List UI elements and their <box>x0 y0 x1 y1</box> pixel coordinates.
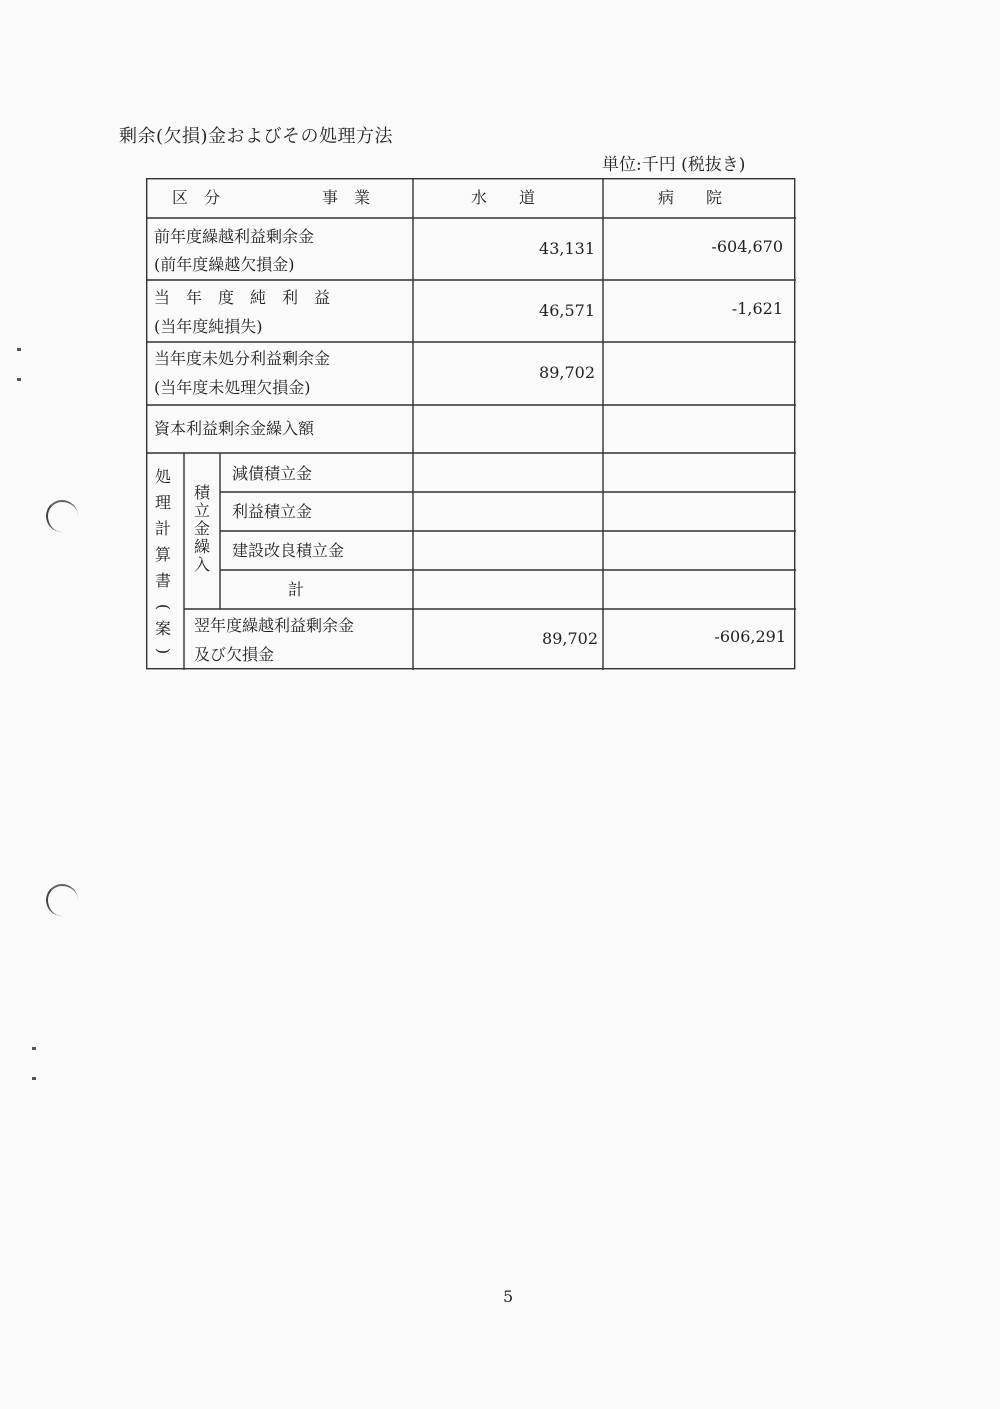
header-hospital: 病 院 <box>658 188 723 207</box>
plan-inner-char: 入 <box>193 555 210 574</box>
page-title: 剰余(欠損)金およびその処理方法 <box>119 126 394 147</box>
plan-outer-char: 処 <box>154 467 171 486</box>
water-value: 46,571 <box>539 301 595 320</box>
carryover-label: 翌年度繰越利益剰余金 <box>194 616 355 635</box>
plan-outer-char: 計 <box>154 519 171 538</box>
plan-item-label: 減債積立金 <box>232 464 313 483</box>
header-category: 区 分 <box>172 188 221 207</box>
row-label: 当 年 度 純 利 益 <box>154 288 331 307</box>
plan-inner-char: 金 <box>193 519 210 538</box>
row-label: 資本利益剰余金繰入額 <box>154 419 315 438</box>
water-value: 43,131 <box>539 239 595 258</box>
carryover-label-sub: 及び欠損金 <box>194 645 275 664</box>
header-water: 水 道 <box>471 188 536 207</box>
scan-speck <box>17 348 21 351</box>
plan-item-label: 利益積立金 <box>232 502 313 521</box>
plan-outer-char: 案 <box>154 619 171 638</box>
plan-item-label: 建設改良積立金 <box>232 541 345 560</box>
scan-speck <box>32 1077 36 1080</box>
hospital-value: -1,621 <box>731 299 783 318</box>
header-business: 事 業 <box>322 188 371 207</box>
scan-speck <box>17 378 21 381</box>
plan-inner-char: 積 <box>193 483 210 502</box>
plan-outer-char: ( <box>154 603 173 611</box>
punch-hole <box>46 884 78 916</box>
plan-inner-char: 繰 <box>193 537 210 556</box>
water-value: 89,702 <box>539 363 595 382</box>
plan-outer-char: ) <box>154 647 173 655</box>
hospital-value: -604,670 <box>711 237 783 256</box>
surplus-table <box>146 178 796 670</box>
row-label: 前年度繰越利益剰余金 <box>154 227 315 246</box>
plan-item-label: 計 <box>288 580 305 599</box>
plan-outer-char: 理 <box>154 493 171 512</box>
row-label-sub: (当年度未処理欠損金) <box>154 378 311 397</box>
plan-outer-char: 書 <box>154 571 171 590</box>
scan-speck <box>32 1047 36 1050</box>
unit-note: 単位:千円 (税抜き) <box>602 155 746 175</box>
row-label-sub: (当年度純損失) <box>154 317 263 336</box>
punch-hole <box>46 500 78 532</box>
plan-inner-char: 立 <box>193 501 210 520</box>
row-label-sub: (前年度繰越欠損金) <box>154 255 295 274</box>
row-label: 当年度未処分利益剰余金 <box>154 349 331 368</box>
hospital-value: -606,291 <box>714 627 786 646</box>
water-value: 89,702 <box>542 629 598 648</box>
plan-outer-label <box>152 467 174 661</box>
plan-inner-label <box>191 484 213 574</box>
page-number: 5 <box>503 1287 514 1306</box>
plan-outer-char: 算 <box>154 545 171 564</box>
